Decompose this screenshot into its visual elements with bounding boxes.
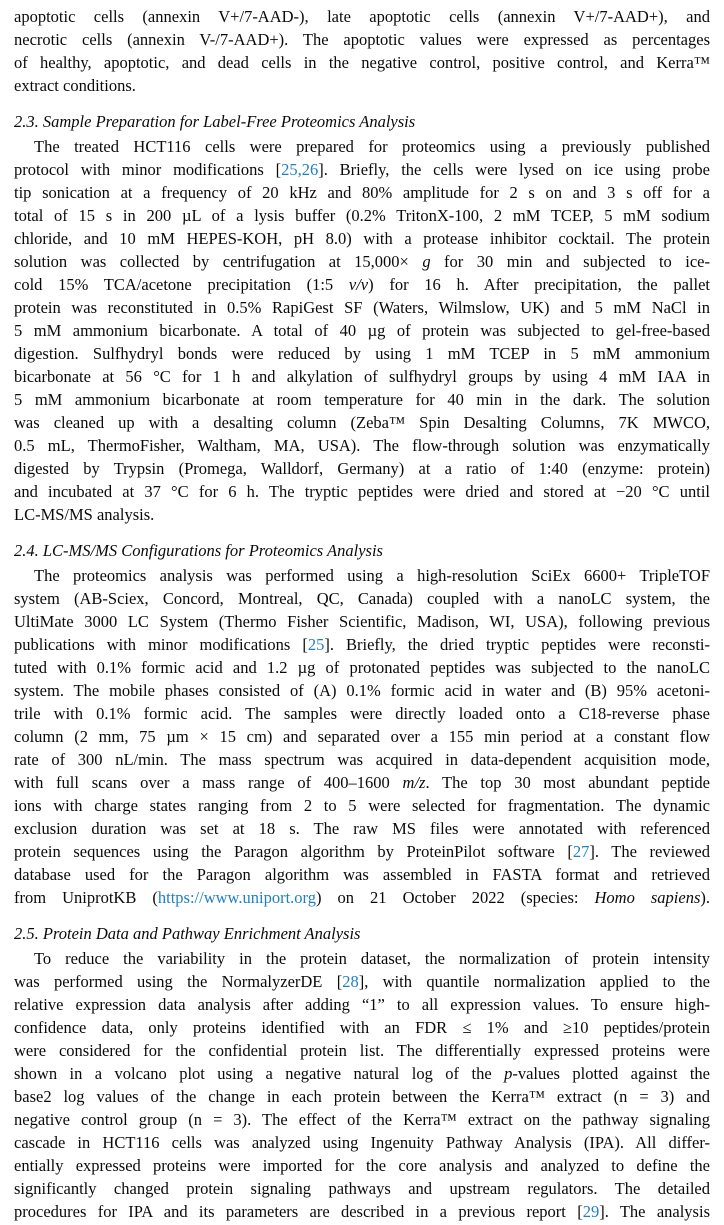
text-segment: ]. Briefly, the cells were lysed on ice using probe — [318, 160, 710, 179]
text-line — [14, 748, 710, 771]
text-line — [14, 158, 710, 181]
text-segment: g — [422, 252, 431, 271]
text-line — [14, 970, 710, 993]
text-segment: system. The mobile phases consisted of (A) 0.1% formic acid in water and (B) 95% acetoni- — [14, 681, 710, 700]
section-heading: 2.3. Sample Preparation for Label-Free Proteomics Analysis — [14, 112, 416, 131]
text-line — [14, 181, 710, 204]
text-line — [14, 633, 710, 656]
text-line — [14, 319, 710, 342]
text-segment: necrotic cells (annexin V-/7-AAD+). The apoptotic values were expressed as percentages — [14, 30, 710, 49]
text-segment: for 30 min and subjected to ice- — [430, 252, 710, 271]
text-segment: ]. The analysis — [599, 1202, 710, 1221]
text-segment: LC-MS/MS analysis. — [14, 505, 155, 524]
text-line — [14, 863, 710, 886]
text-segment: extract conditions. — [14, 76, 136, 95]
text-segment: was cleaned up with a desalting column (Zeba™ Spin Desalting Columns, 7K MWCO, — [14, 413, 710, 432]
page-content — [14, 5, 710, 1223]
citation-link[interactable]: 29 — [582, 1202, 600, 1221]
text-line — [14, 610, 710, 633]
section-heading: 2.5. Protein Data and Pathway Enrichment Analysis — [14, 924, 361, 943]
text-line — [14, 1177, 710, 1200]
text-line — [14, 993, 710, 1016]
text-line — [14, 771, 710, 794]
text-segment: apoptotic cells (annexin V+/7-AAD-), late apoptotic cells (annexin V+/7-AAD+), and — [14, 7, 710, 26]
text-line — [14, 273, 710, 296]
text-segment: procedures for IPA and its parameters are described in a previous report [ — [14, 1202, 583, 1221]
text-segment: were considered for the confidential protein list. The differentially expressed proteins were — [14, 1041, 710, 1060]
text-line — [14, 503, 710, 526]
text-line — [14, 5, 710, 28]
text-segment: confidence data, only proteins identified with an FDR ≤ 1% and ≥10 peptides/protein — [14, 1018, 710, 1037]
text-segment: ) on 21 October 2022 (species: — [316, 888, 595, 907]
text-line — [14, 388, 710, 411]
text-segment: m/z — [402, 773, 426, 792]
text-segment: cascade in HCT116 cells was analyzed using Ingenuity Pathway Analysis (IPA). All differ- — [14, 1133, 710, 1152]
text-line — [14, 725, 710, 748]
text-segment: bicarbonate at 56 °C for 1 h and alkylation of sulfhydryl groups by using 4 mM IAA in — [14, 367, 710, 386]
text-segment: 5 mM ammonium bicarbonate. A total of 40 µg of protein was subjected to gel-free-based — [14, 321, 710, 340]
paragraph — [14, 947, 710, 1223]
text-segment: relative expression data analysis after adding “1” to all expression values. To ensure high- — [14, 995, 710, 1014]
text-segment: base2 log values of the change in each protein between the Kerra™ extract (n = 3) and — [14, 1087, 710, 1106]
citation-link[interactable]: 28 — [342, 972, 359, 991]
text-segment: rate of 300 nL/min. The mass spectrum was acquired in data-dependent acquisition mode, — [14, 750, 710, 769]
text-segment: tip sonication at a frequency of 20 kHz and 80% amplitude for 2 s on and 3 s off for a — [14, 183, 710, 202]
text-segment: protocol with minor modifications [ — [14, 160, 282, 179]
text-line — [14, 886, 710, 909]
text-line — [14, 296, 710, 319]
text-line — [14, 1131, 710, 1154]
text-segment: v/v — [348, 275, 369, 294]
text-segment: publications with minor modifications [ — [14, 635, 308, 654]
text-line — [14, 480, 710, 503]
text-segment: UltiMate 3000 LC System (Thermo Fisher Scientific, Madison, WI, USA), following previous — [14, 612, 710, 631]
text-line — [14, 227, 710, 250]
text-line — [14, 342, 710, 365]
text-segment: Homo sapiens — [594, 888, 701, 907]
url-link[interactable]: https://www.uniport.org — [157, 888, 317, 907]
text-segment: ions with charge states ranging from 2 to 5 were selected for fragmentation. The dynamic — [14, 796, 710, 815]
section-heading: 2.4. LC-MS/MS Configurations for Proteomics Analysis — [14, 541, 383, 560]
text-line — [14, 947, 710, 970]
text-segment: chloride, and 10 mM HEPES-KOH, pH 8.0) with a protease inhibitor cocktail. The protein — [14, 229, 710, 248]
text-line — [14, 135, 710, 158]
citation-link[interactable]: 25,26 — [281, 160, 319, 179]
text-segment: To reduce the variability in the protein dataset, the normalization of protein intensity — [34, 949, 710, 968]
text-line — [14, 1062, 710, 1085]
text-line — [14, 51, 710, 74]
text-line — [14, 365, 710, 388]
text-segment: total of 15 s in 200 µL of a lysis buffer (0.2% TritonX-100, 2 mM TCEP, 5 mM sodium — [14, 206, 710, 225]
text-segment: shown in a volcano plot using a negative natural log of the — [14, 1064, 505, 1083]
text-segment: system (AB-Sciex, Concord, Montreal, QC, Canada) coupled with a nanoLC system, the — [14, 589, 710, 608]
text-line — [14, 564, 710, 587]
text-line — [14, 656, 710, 679]
text-line — [14, 817, 710, 840]
text-segment: significantly changed protein signaling pathways and upstream regulators. The detailed — [14, 1179, 710, 1198]
text-segment: 0.5 mL, ThermoFisher, Waltham, MA, USA). The flow-through solution was enzymatically — [14, 436, 710, 455]
text-line — [14, 28, 710, 51]
citation-link[interactable]: 27 — [572, 842, 590, 861]
text-line — [14, 679, 710, 702]
text-line — [14, 1085, 710, 1108]
text-segment: The treated HCT116 cells were prepared for proteomics using a previously published — [34, 137, 710, 156]
text-segment: with full scans over a mass range of 400–1600 — [14, 773, 403, 792]
text-line — [14, 1200, 710, 1223]
text-segment: tuted with 0.1% formic acid and 1.2 µg of protonated peptides was subjected to the nanoLC — [14, 658, 710, 677]
text-segment: from UniprotKB ( — [14, 888, 158, 907]
text-segment: 5 mM ammonium bicarbonate at room temperature for 40 min in the dark. The solution — [14, 390, 710, 409]
text-segment: The proteomics analysis was performed using a high-resolution SciEx 6600+ TripleTOF — [34, 566, 710, 585]
text-line — [14, 457, 710, 480]
text-segment: protein sequences using the Paragon algorithm by ProteinPilot software [ — [14, 842, 573, 861]
text-segment: ) for 16 h. After precipitation, the pallet — [368, 275, 710, 294]
text-segment: ], with quantile normalization applied to the — [358, 972, 710, 991]
text-line — [14, 794, 710, 817]
text-line — [14, 74, 710, 97]
text-line — [14, 434, 710, 457]
text-segment: negative control group (n = 3). The effect of the Kerra™ extract on the pathway signaling — [14, 1110, 710, 1129]
text-segment: -values plotted against the — [512, 1064, 710, 1083]
text-line — [14, 250, 710, 273]
text-segment: p — [504, 1064, 513, 1083]
text-segment: protein was reconstituted in 0.5% RapiGest SF (Waters, Wilmslow, UK) and 5 mM NaCl in — [14, 298, 710, 317]
text-segment: digestion. Sulfhydryl bonds were reduced by using 1 mM TCEP in 5 mM ammonium — [14, 344, 710, 363]
text-line — [14, 702, 710, 725]
text-line — [14, 587, 710, 610]
text-segment: database used for the Paragon algorithm was assembled in FASTA format and retrieved — [14, 865, 710, 884]
text-line — [14, 1108, 710, 1131]
text-segment: entially expressed proteins were imported for the core analysis and analyzed to define the — [14, 1156, 710, 1175]
text-segment: . The top 30 most abundant peptide — [425, 773, 710, 792]
text-segment: trile with 0.1% formic acid. The samples were directly loaded onto a C18-reverse phase — [14, 704, 710, 723]
text-line — [14, 1016, 710, 1039]
text-line — [14, 204, 710, 227]
text-segment: was performed using the NormalyzerDE [ — [14, 972, 343, 991]
text-line — [14, 411, 710, 434]
text-segment: column (2 mm, 75 µm × 15 cm) and separated over a 155 min period at a constant flow — [14, 727, 710, 746]
text-line — [14, 840, 710, 863]
paragraph — [14, 135, 710, 526]
text-segment: ). — [700, 888, 710, 907]
paragraph — [14, 5, 710, 97]
text-segment: digested by Trypsin (Promega, Walldorf, Germany) at a ratio of 1:40 (enzyme: protein) — [14, 459, 710, 478]
paragraph — [14, 564, 710, 909]
text-segment: ]. Briefly, the dried tryptic peptides were reconsti- — [324, 635, 711, 654]
text-segment: of healthy, apoptotic, and dead cells in the negative control, positive control, and Kerra™ — [14, 53, 710, 72]
text-segment: cold 15% TCA/acetone precipitation (1:5 — [14, 275, 349, 294]
text-segment: and incubated at 37 °C for 6 h. The tryptic peptides were dried and stored at −20 °C until — [14, 482, 710, 501]
text-segment: solution was collected by centrifugation at 15,000× — [14, 252, 423, 271]
text-line — [14, 1039, 710, 1062]
text-segment: ]. The reviewed — [589, 842, 710, 861]
text-line — [14, 1154, 710, 1177]
text-segment: exclusion duration was set at 18 s. The raw MS files were annotated with referenced — [14, 819, 710, 838]
citation-link[interactable]: 25 — [307, 635, 325, 654]
